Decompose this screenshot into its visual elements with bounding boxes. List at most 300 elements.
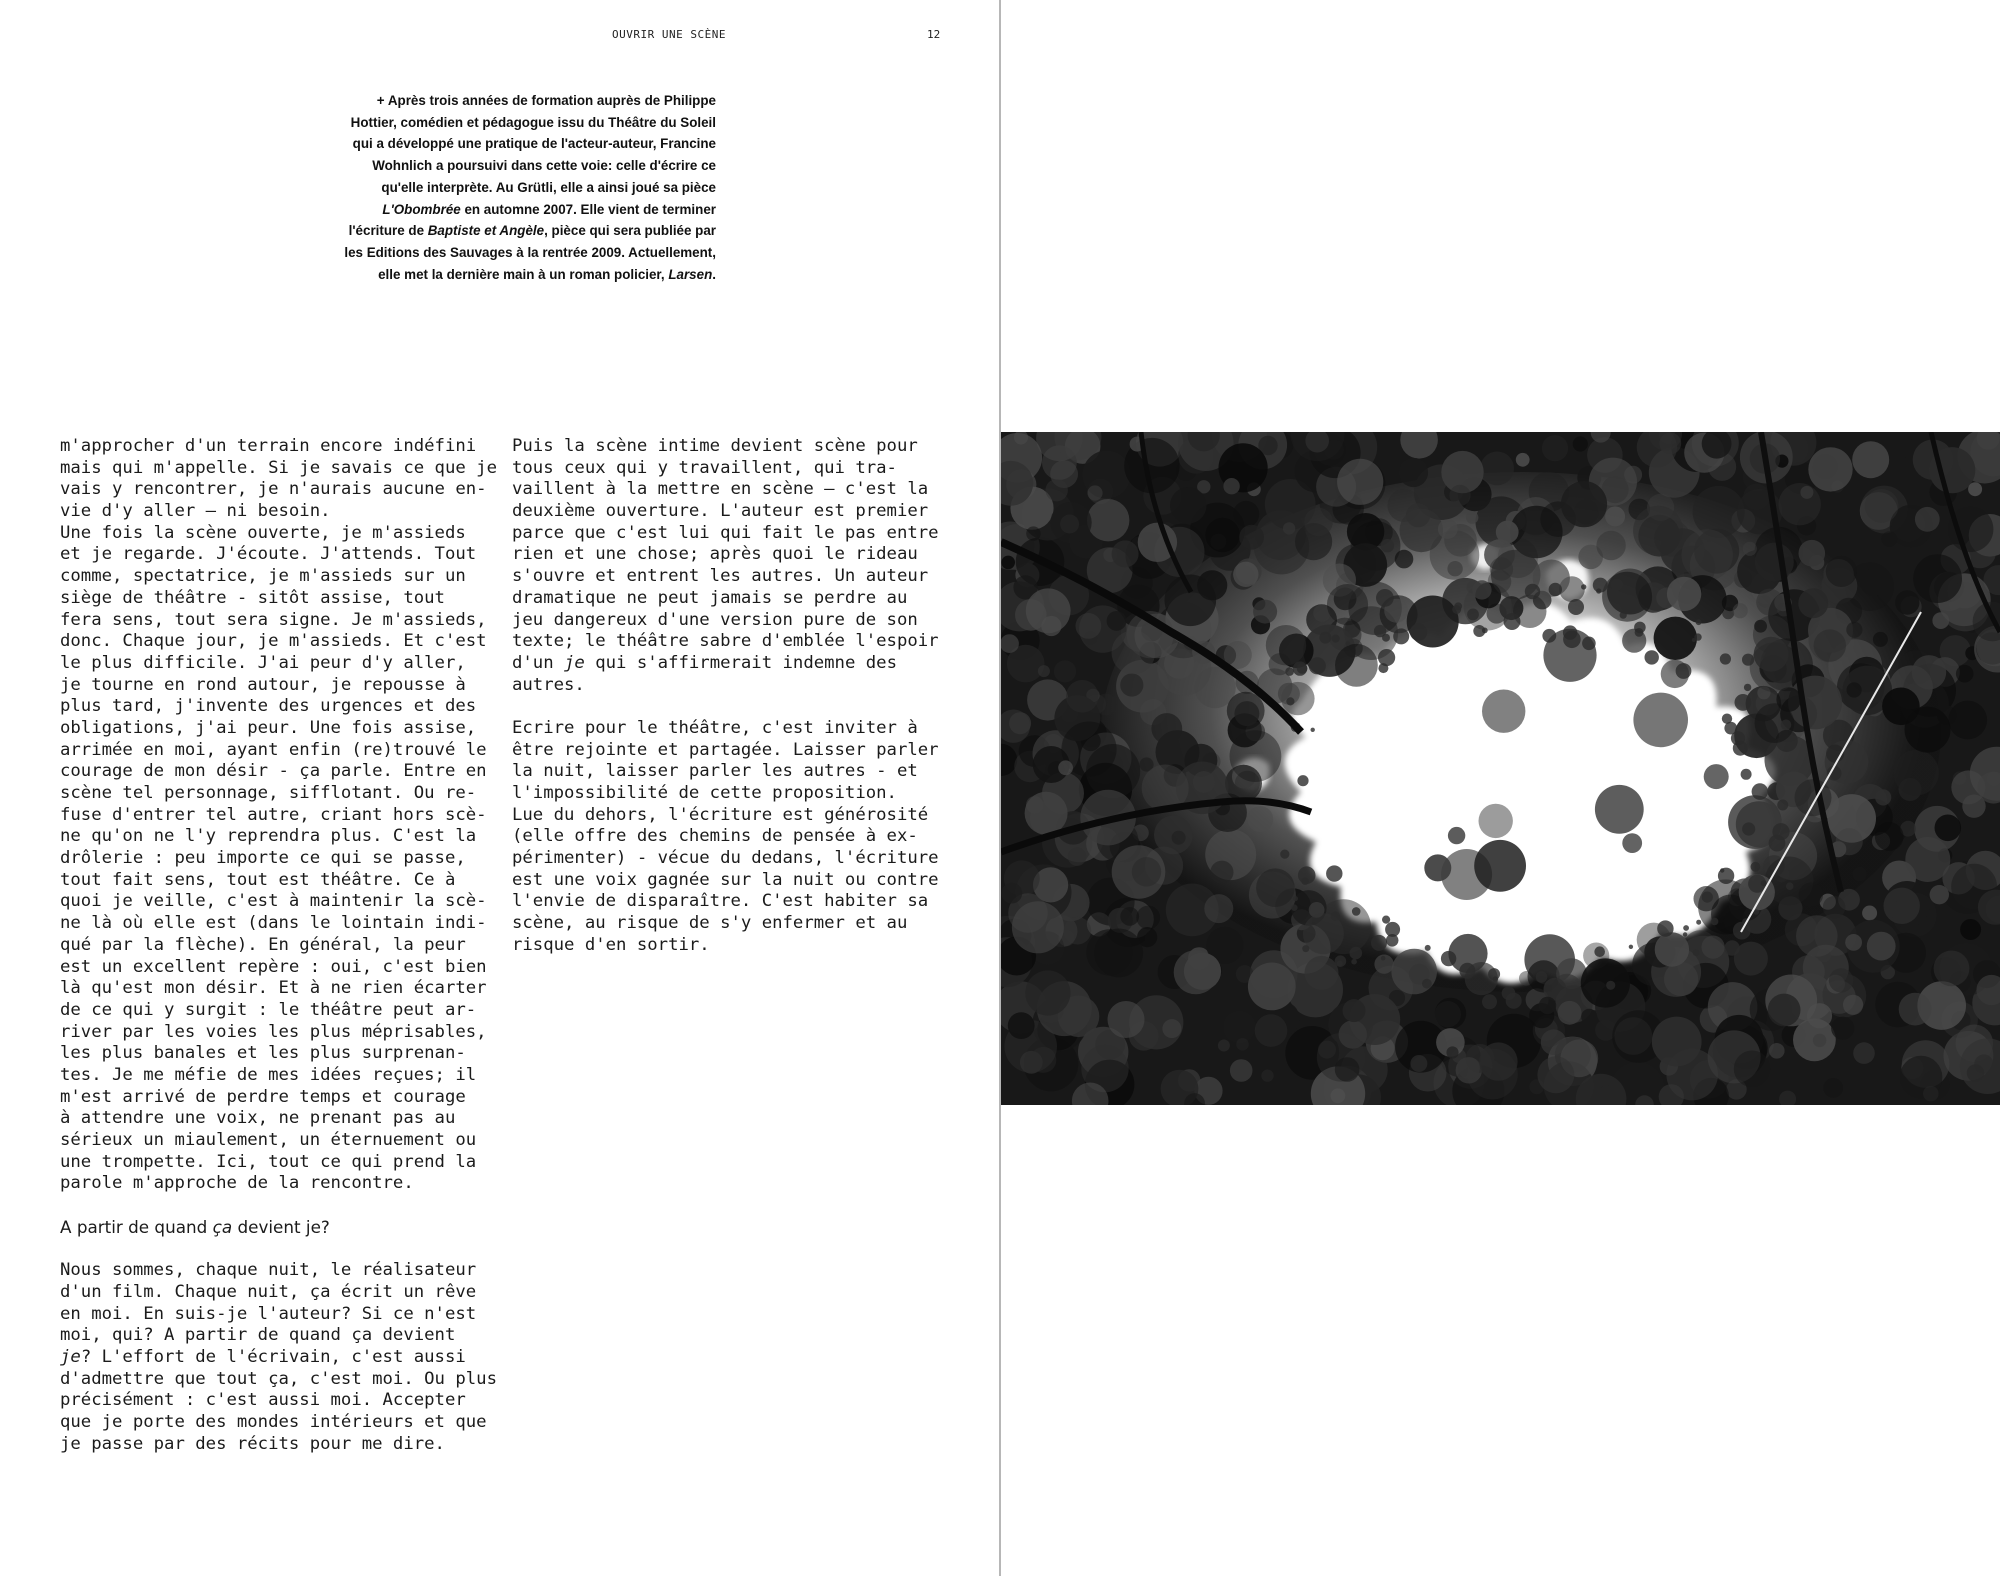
leaf-cluster xyxy=(1038,665,1050,677)
leaf-edge xyxy=(1781,720,1792,731)
text-line: deuxième ouverture. L'auteur est premier xyxy=(512,501,929,522)
leaf-cluster xyxy=(1236,1038,1249,1051)
leaf-cluster xyxy=(1094,929,1143,978)
leaf-cluster xyxy=(1305,956,1339,990)
leaf-edge xyxy=(1386,934,1399,947)
leaf-edge xyxy=(1620,612,1627,619)
leaf-cluster xyxy=(1227,692,1265,730)
bio-text: l'écriture de xyxy=(348,223,428,239)
leaf-cluster xyxy=(1654,617,1697,660)
leaf-cluster xyxy=(1881,531,1897,547)
leaf-cluster xyxy=(1702,936,1725,959)
text-line: drôlerie : peu importe ce qui se passe, xyxy=(60,848,466,869)
emphasis: je xyxy=(60,1346,81,1367)
text-fragment: qui s'affirmerait indemne des xyxy=(584,652,897,673)
bio-line xyxy=(296,264,716,286)
leaf-cluster xyxy=(1479,804,1513,838)
leaf-edge xyxy=(1293,661,1307,675)
paragraph xyxy=(60,1369,500,1456)
leaf-cluster xyxy=(1912,655,1946,689)
leaf-cluster xyxy=(1633,693,1688,748)
leaf-edge xyxy=(1696,920,1701,925)
leaf-cluster xyxy=(1025,970,1070,1015)
tree-canopy-photo xyxy=(1001,432,2000,1105)
leaf-cluster xyxy=(1596,531,1625,560)
leaf-cluster xyxy=(1335,644,1378,687)
leaf-cluster xyxy=(1845,934,1862,951)
bio-text: elle met la dernière main à un roman policier, xyxy=(378,266,669,282)
leaf-edge xyxy=(1693,949,1700,956)
leaf-cluster xyxy=(1905,837,1950,882)
leaf-cluster xyxy=(1829,968,1853,992)
leaf-edge xyxy=(1504,613,1521,630)
text-line xyxy=(60,1347,500,1369)
leaf-edge xyxy=(1634,622,1646,634)
leaf-cluster xyxy=(1750,642,1800,692)
leaf-edge xyxy=(1422,979,1432,989)
leaf-edge xyxy=(1291,904,1298,911)
leaf-edge xyxy=(1741,769,1752,780)
leaf-edge xyxy=(1724,722,1737,735)
page-number: 12 xyxy=(927,28,941,41)
leaf-edge xyxy=(1441,951,1456,966)
leaf-edge xyxy=(1350,947,1363,960)
text-line: autres. xyxy=(512,674,585,695)
bio-text: en automne 2007. Elle vient de terminer xyxy=(460,201,716,217)
leaf-edge xyxy=(1297,775,1308,786)
leaf-cluster xyxy=(1542,435,1568,461)
play-title: L'Obombrée xyxy=(382,201,461,217)
leaf-edge xyxy=(1286,697,1294,705)
leaf-edge xyxy=(1692,638,1696,642)
bio-line xyxy=(296,220,716,242)
text-line: fera sens, tout sera signe. Je m'assieds, xyxy=(60,609,487,630)
leaf-cluster xyxy=(1581,958,1630,1007)
bio-line: + Après trois années de formation auprès de Philippe xyxy=(376,93,716,108)
leaf-cluster xyxy=(1399,458,1428,487)
leaf-cluster xyxy=(1480,452,1514,486)
leaf-cluster xyxy=(1743,542,1757,556)
bio-line: Wohnlich a poursuivi dans cette voie: celle d'écrire ce xyxy=(372,158,716,174)
text-line: plus tard, j'invente des urgences et des xyxy=(60,696,477,717)
running-head: OUVRIR UNE SCÈNE xyxy=(612,28,726,41)
bio-line xyxy=(296,199,716,221)
text-line: arrimée en moi, ayant enfin (re)trouvé le xyxy=(60,739,487,760)
paragraph xyxy=(512,436,952,653)
leaf-cluster xyxy=(1884,888,1920,924)
leaf-edge xyxy=(1293,896,1298,901)
leaf-cluster xyxy=(1490,557,1513,580)
leaf-cluster xyxy=(1410,1055,1427,1072)
leaf-cluster xyxy=(1108,1001,1145,1038)
text-line: scène, au risque de s'y enfermer et au xyxy=(512,913,908,934)
text-line: siège de théâtre - sitôt assise, tout xyxy=(60,587,445,608)
text-line: moi, qui? A partir de quand ça devient xyxy=(60,1325,456,1346)
leaf-cluster xyxy=(1755,543,1794,582)
leaf-cluster xyxy=(1449,485,1470,506)
leaf-edge xyxy=(1525,584,1540,599)
author-bio xyxy=(296,90,716,285)
leaf-cluster xyxy=(1956,665,1974,683)
play-title: Baptiste et Angèle xyxy=(427,223,545,239)
text-line: périmenter) - vécue du dedans, l'écriture xyxy=(512,848,939,869)
text-line: là qu'est mon désir. Et à ne rien écarter xyxy=(60,978,487,999)
leaf-cluster xyxy=(1435,1001,1461,1027)
text-line: s'ouvre et entrent les autres. Un auteur xyxy=(512,566,929,587)
leaf-cluster xyxy=(1935,815,1962,842)
text-line: m'est arrivé de perdre temps et courage xyxy=(60,1086,466,1107)
leaf-cluster xyxy=(1814,629,1846,661)
leaf-edge xyxy=(1467,609,1479,621)
text-column-1 xyxy=(60,436,500,1455)
leaf-cluster xyxy=(1795,779,1832,816)
leaf-cluster xyxy=(1930,885,1949,904)
text-line: ne qu'on ne l'y reprendra plus. C'est la xyxy=(60,826,477,847)
leaf-cluster xyxy=(1327,584,1368,625)
leaf-cluster xyxy=(1026,526,1040,540)
leaf-edge xyxy=(1582,637,1596,651)
leaf-edge xyxy=(1309,657,1326,674)
bio-line: qui a développé une pratique de l'acteur-auteur, Francine xyxy=(352,136,716,152)
leaf-cluster xyxy=(1087,499,1129,541)
heading-emphasis: ça xyxy=(212,1216,233,1237)
leaf-cluster xyxy=(1001,556,1015,570)
text-line: mais qui m'appelle. Si je savais ce que je xyxy=(60,457,497,478)
leaf-cluster xyxy=(1826,556,1857,587)
leaf-edge xyxy=(1629,945,1633,949)
text-line: le plus difficile. J'ai peur d'y aller, xyxy=(60,652,466,673)
leaf-cluster xyxy=(1734,1051,1771,1088)
leaf-edge xyxy=(1606,981,1615,990)
leaf-cluster xyxy=(1960,919,1981,940)
leaf-cluster xyxy=(1050,502,1091,543)
text-line: que je porte des mondes intérieurs et que xyxy=(60,1411,487,1432)
text-line: quoi je veille, c'est à maintenir la scè- xyxy=(60,891,487,912)
leaf-cluster xyxy=(1875,789,1891,805)
text-line: tous ceux qui y travaillent, qui tra- xyxy=(512,457,897,478)
text-line: river par les voies les plus méprisables, xyxy=(60,1021,487,1042)
leaf-cluster xyxy=(1256,868,1295,907)
leaf-cluster xyxy=(1682,529,1733,580)
leaf-edge xyxy=(1563,631,1581,649)
leaf-cluster xyxy=(1170,487,1207,524)
text-line: d'un film. Chaque nuit, ça écrit un rêve xyxy=(60,1281,477,1302)
leaf-cluster xyxy=(1339,1020,1367,1048)
leaf-cluster xyxy=(1496,521,1519,544)
text-line: parole m'approche de la rencontre. xyxy=(60,1173,414,1194)
leaf-edge xyxy=(1549,583,1562,596)
leaf-edge xyxy=(1331,911,1340,920)
leaf-cluster xyxy=(1172,831,1186,845)
leaf-edge xyxy=(1751,862,1761,872)
text-line: courage de mon désir - ça parle. Entre en xyxy=(60,761,487,782)
leaf-cluster xyxy=(1595,785,1644,834)
leaf-cluster xyxy=(1860,569,1887,596)
leaf-cluster xyxy=(1248,963,1296,1011)
text-column-2 xyxy=(512,436,952,957)
leaf-edge xyxy=(1752,783,1769,800)
text-line: donc. Chaque jour, je m'assieds. Et c'est xyxy=(60,631,487,652)
leaf-cluster xyxy=(1581,1009,1597,1025)
text-line: parce que c'est lui qui fait le pas entre xyxy=(512,522,939,543)
leaf-edge xyxy=(1382,916,1390,924)
leaf-cluster xyxy=(1001,883,1022,904)
leaf-cluster xyxy=(1151,713,1182,744)
leaf-cluster xyxy=(1438,519,1458,539)
text-line: la nuit, laisser parler les autres - et xyxy=(512,761,918,782)
leaf-cluster xyxy=(1823,896,1846,919)
leaf-cluster xyxy=(1873,632,1888,647)
leaf-edge xyxy=(1381,956,1386,961)
leaf-cluster xyxy=(1934,951,1970,987)
text-line: et je regarde. J'écoute. J'attends. Tout xyxy=(60,544,477,565)
bio-line: les Editions des Sauvages à la rentrée 2009. Actuellement, xyxy=(344,244,716,260)
leaf-edge xyxy=(1393,628,1409,644)
leaf-cluster xyxy=(1799,540,1826,567)
leaf-edge xyxy=(1742,654,1754,666)
text-line xyxy=(512,653,952,675)
leaf-cluster xyxy=(1704,764,1729,789)
leaf-edge xyxy=(1542,629,1556,643)
leaf-cluster xyxy=(1573,436,1588,451)
leaf-edge xyxy=(1761,880,1767,886)
leaf-cluster xyxy=(1204,894,1233,923)
leaf-cluster xyxy=(1779,483,1821,525)
leaf-edge xyxy=(1683,925,1689,931)
text-line: Ecrire pour le théâtre, c'est inviter à xyxy=(512,717,918,738)
leaf-cluster xyxy=(1136,906,1160,930)
leaf-cluster xyxy=(1968,482,1982,496)
leaf-cluster xyxy=(1913,554,1962,603)
leaf-edge xyxy=(1378,649,1395,666)
leaf-edge xyxy=(1298,866,1316,884)
text-line: l'envie de disparaître. C'est habiter sa xyxy=(512,891,929,912)
leaf-edge xyxy=(1744,684,1751,691)
text-line: (elle offre des chemins de pensée à ex- xyxy=(512,826,918,847)
leaf-cluster xyxy=(1012,901,1064,953)
leaf-cluster xyxy=(1193,771,1215,793)
text-line: Nous sommes, chaque nuit, le réalisateur xyxy=(60,1260,477,1281)
heading-text: A partir de quand xyxy=(60,1216,213,1237)
leaf-cluster xyxy=(1253,600,1277,624)
leaf-edge xyxy=(1346,641,1351,646)
text-line: vaillent à la mettre en scène – c'est la xyxy=(512,479,929,500)
leaf-cluster xyxy=(1561,481,1607,527)
text-line: obligations, j'ai peur. Une fois assise, xyxy=(60,717,477,738)
paragraph xyxy=(512,718,952,957)
text-line: l'impossibilité de cette proposition. xyxy=(512,783,897,803)
leaf-edge xyxy=(1702,892,1713,903)
leaf-edge xyxy=(1718,868,1734,884)
emphasis: je xyxy=(564,652,585,673)
leaf-cluster xyxy=(1605,506,1625,526)
text-line: scène tel personnage, sifflotant. Ou re- xyxy=(60,783,477,803)
leaf-edge xyxy=(1620,595,1638,613)
text-line: d'admettre que tout ça, c'est moi. Ou plus xyxy=(60,1368,497,1389)
leaf-edge xyxy=(1657,920,1673,936)
leaf-cluster xyxy=(1008,1012,1035,1039)
left-page xyxy=(0,0,999,1576)
text-line: tes. Je me méfie de mes idées reçues; il xyxy=(60,1064,477,1085)
leaf-cluster xyxy=(1472,580,1491,599)
leaf-cluster xyxy=(1466,511,1478,523)
leaf-edge xyxy=(1720,653,1731,664)
text-line: est un excellent repère : oui, c'est bien xyxy=(60,956,487,977)
leaf-cluster xyxy=(1516,453,1530,467)
text-line: de ce qui y surgit : le théâtre peut ar- xyxy=(60,999,477,1020)
text-line: je tourne en rond autour, je repousse à xyxy=(60,674,466,695)
leaf-cluster xyxy=(1331,1088,1346,1103)
leaf-cluster xyxy=(1836,828,1863,855)
heading-text: devient je? xyxy=(232,1216,330,1237)
leaf-cluster xyxy=(1614,1017,1652,1055)
leaf-cluster xyxy=(1558,1001,1582,1025)
text-line: je passe par des récits pour me dire. xyxy=(60,1433,445,1454)
text-line: tout fait sens, tout est théâtre. Ce à xyxy=(60,869,456,890)
leaf-cluster xyxy=(1899,993,1932,1026)
leaf-edge xyxy=(1581,584,1586,589)
section-heading xyxy=(60,1217,500,1239)
text-line: sérieux un miaulement, un éternuement ou xyxy=(60,1130,477,1150)
leaf-cluster xyxy=(1808,447,1852,491)
text-fragment: d'un xyxy=(512,652,565,673)
leaf-cluster xyxy=(1867,932,1896,961)
leaf-cluster xyxy=(1066,680,1099,713)
leaf-cluster xyxy=(1174,950,1218,994)
leaf-cluster xyxy=(1281,682,1314,715)
canopy-image xyxy=(1001,432,2000,1105)
leaf-cluster xyxy=(1895,590,1919,614)
leaf-cluster xyxy=(1862,906,1877,921)
leaf-edge xyxy=(1482,628,1488,634)
bio-text: . xyxy=(712,266,716,282)
leaf-cluster xyxy=(1112,540,1139,567)
leaf-cluster xyxy=(1230,1059,1253,1082)
leaf-edge xyxy=(1777,800,1788,811)
leaf-cluster xyxy=(1054,660,1076,682)
leaf-cluster xyxy=(1875,822,1904,851)
leaf-cluster xyxy=(1218,1040,1230,1052)
leaf-cluster xyxy=(1667,577,1701,611)
leaf-cluster xyxy=(1210,861,1233,884)
spacer xyxy=(60,1195,500,1217)
leaf-edge xyxy=(1696,619,1702,625)
leaf-cluster xyxy=(1915,507,1940,532)
leaf-cluster xyxy=(1261,1070,1273,1082)
leaf-cluster xyxy=(1448,827,1465,844)
text-line: Une fois la scène ouverte, je m'assieds xyxy=(60,522,466,543)
leaf-edge xyxy=(1645,650,1659,664)
leaf-edge xyxy=(1280,850,1289,859)
leaf-edge xyxy=(1285,667,1294,676)
text-fragment: ? L'effort de l'écrivain, c'est aussi xyxy=(80,1346,466,1367)
leaf-edge xyxy=(1733,741,1748,756)
leaf-cluster xyxy=(1733,603,1748,618)
text-line: qué par la flèche). En général, la peur xyxy=(60,934,466,955)
text-line: comme, spectatrice, je m'assieds sur un xyxy=(60,566,466,587)
text-line: fuse d'entrer tel autre, criant hors scè- xyxy=(60,804,487,825)
leaf-edge xyxy=(1536,971,1548,983)
text-line: Lue du dehors, l'écriture est générosité xyxy=(512,804,929,825)
leaf-edge xyxy=(1351,959,1357,965)
leaf-cluster xyxy=(1769,1043,1785,1059)
bio-text: , pièce qui sera publiée par xyxy=(544,223,716,239)
leaf-cluster xyxy=(1058,760,1073,775)
leaf-cluster xyxy=(1120,673,1143,696)
leaf-edge xyxy=(1332,635,1340,643)
leaf-cluster xyxy=(1882,688,1920,726)
leaf-cluster xyxy=(1210,534,1226,550)
leaf-cluster xyxy=(1843,995,1863,1015)
leaf-cluster xyxy=(1798,588,1828,618)
leaf-edge xyxy=(1596,588,1601,593)
leaf-edge xyxy=(1454,602,1462,610)
leaf-cluster xyxy=(1537,1056,1574,1093)
paragraph xyxy=(512,675,952,697)
leaf-cluster xyxy=(1847,682,1862,697)
leaf-edge xyxy=(1319,632,1331,644)
novel-title: Larsen xyxy=(668,266,713,282)
leaf-edge xyxy=(1594,946,1605,957)
leaf-cluster xyxy=(1247,806,1273,832)
leaf-cluster xyxy=(1948,701,1987,740)
leaf-cluster xyxy=(1046,479,1068,501)
leaf-cluster xyxy=(1768,994,1801,1027)
bio-line: Hottier, comédien et pédagogue issu du Théâtre du Soleil xyxy=(350,114,716,130)
text-line: précisément : c'est aussi moi. Accepter xyxy=(60,1390,466,1411)
leaf-edge xyxy=(1724,940,1739,955)
text-line: Puis la scène intime devient scène pour xyxy=(512,436,918,456)
leaf-edge xyxy=(1493,976,1498,981)
leaf-cluster xyxy=(1813,1034,1826,1047)
leaf-cluster xyxy=(1337,459,1383,505)
leaf-cluster xyxy=(1400,509,1444,553)
leaf-cluster xyxy=(1165,575,1217,627)
leaf-cluster xyxy=(1120,907,1139,926)
paragraph xyxy=(60,436,500,1195)
leaf-cluster xyxy=(1923,1086,1939,1102)
leaf-edge xyxy=(1683,932,1687,936)
text-line: m'approcher d'un terrain encore indéfini xyxy=(60,436,477,456)
text-line: les plus banales et les plus surprenan- xyxy=(60,1043,466,1064)
leaf-cluster xyxy=(1622,833,1642,853)
text-line: jeu dangereux d'une version pure de son xyxy=(512,609,918,630)
leaf-cluster xyxy=(1756,589,1783,616)
leaf-cluster xyxy=(1458,1057,1480,1079)
leaf-cluster xyxy=(1076,613,1102,639)
leaf-edge xyxy=(1410,624,1427,641)
leaf-cluster xyxy=(1893,750,1939,796)
leaf-cluster xyxy=(1539,997,1556,1014)
leaf-cluster xyxy=(1304,508,1333,537)
leaf-cluster xyxy=(1624,466,1642,484)
leaf-cluster xyxy=(1233,562,1258,587)
leaf-edge xyxy=(1742,822,1755,835)
leaf-edge xyxy=(1382,634,1390,642)
leaf-cluster xyxy=(1239,525,1264,550)
leaf-cluster xyxy=(1796,915,1838,957)
text-line: rien et une chose; après quoi le rideau xyxy=(512,544,918,565)
text-line: être rejointe et partagée. Laisser parler xyxy=(512,739,939,760)
leaf-edge xyxy=(1611,579,1623,591)
leaf-edge xyxy=(1735,694,1752,711)
spacer xyxy=(60,1238,500,1260)
leaf-edge xyxy=(1568,599,1584,615)
leaf-cluster xyxy=(1223,1011,1256,1044)
text-line: vais y rencontrer, je n'aurais aucune en- xyxy=(60,479,487,500)
leaf-edge xyxy=(1337,961,1343,967)
leaf-cluster xyxy=(1482,690,1525,733)
